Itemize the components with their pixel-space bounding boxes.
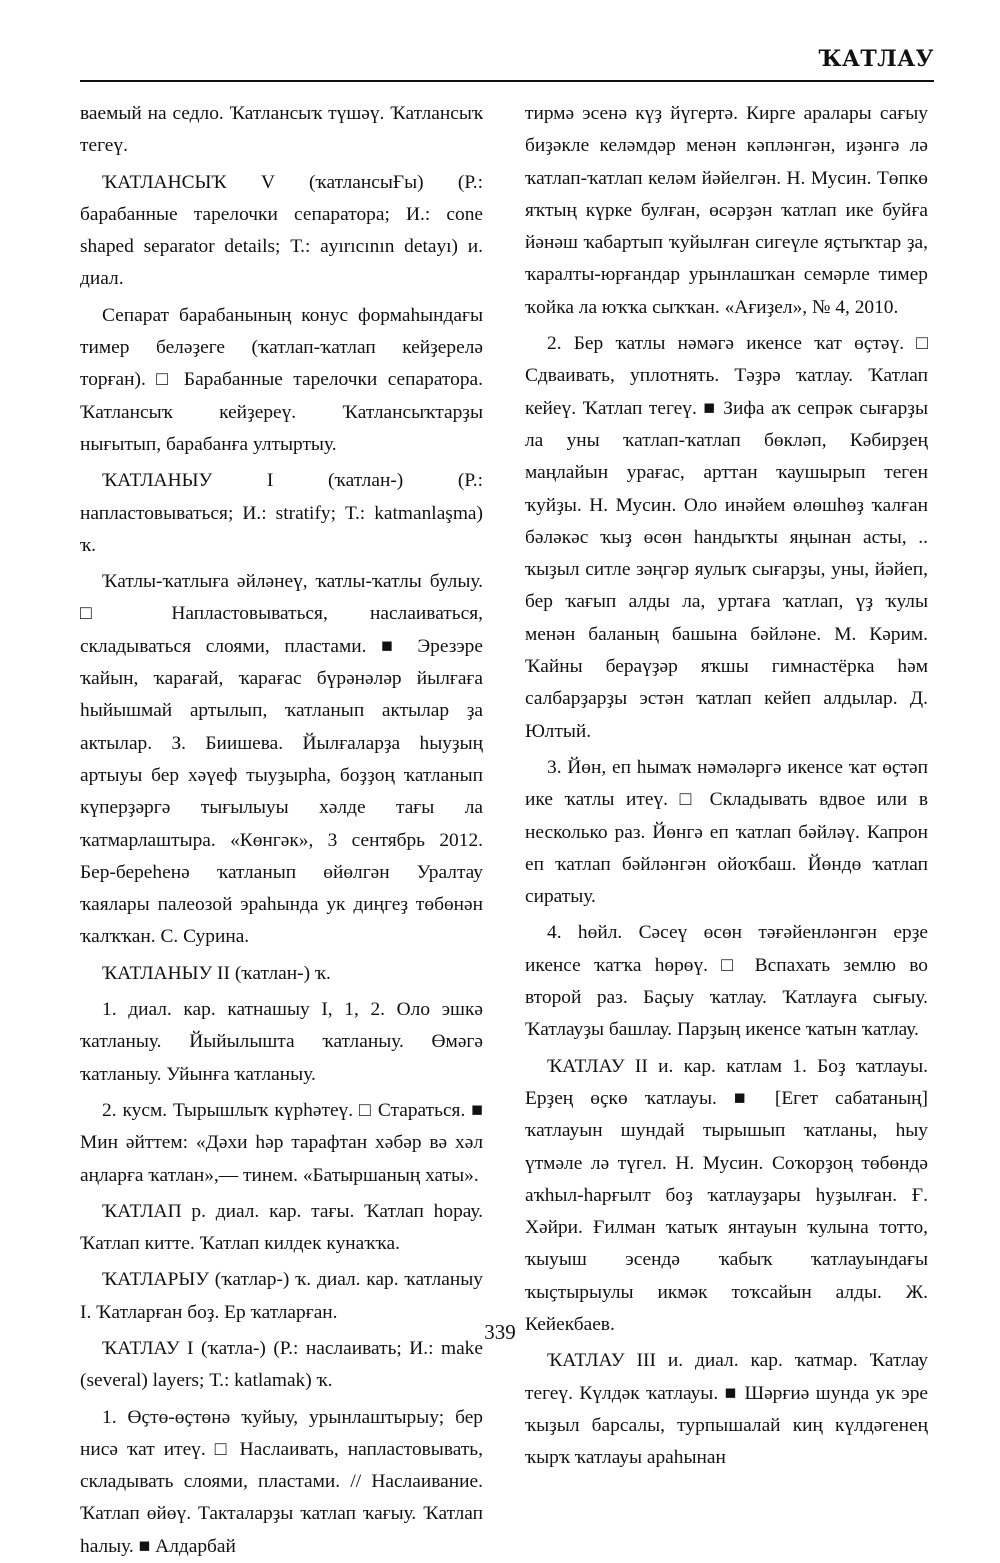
- entry-paragraph: ҠАТЛАНЫУ I (ҡатлан-) (Р.: напластовываться; И.: stratify; Т.: katmanlaşma) ҡ.: [80, 470, 483, 556]
- entry-paragraph: 2. Бер ҡатлы нәмәгә икенсе ҡат өҫтәү. □ Сдваивать, уплотнять. Тәҙрә ҡатлау. Ҡатлап кейеү. Ҡатлап тегеү. ■ Зифа аҡ сепрәк сығарҙы ла уны ҡатлап-ҡатлап бөкләп, Кәбирҙең маңлайын урағас, арттан ҡаушырып теген ҡуйҙы. Н. Мусин. Оло инәйем өлөшһөҙ ҡалған бәләкәс ҡыҙ өсөн һандыҡты яңынан асты, .. ҡыҙыл ситле зәңгәр яулыҡ сығарҙы, уны, йәйеп, бер ҡағып алды ла, уртаға ҡатлап, үҙ ҡулы менән баланың башына бәйләне. М. Кәрим. Ҡайны бераүҙәр яҡшы гимнастёрка һәм салбарҙарҙы эстән ҡатлап кейеп алдылар. Д. Юлтый.: [525, 333, 928, 742]
- entry-paragraph: 4. һөйл. Сәсеү өсөн тәғәйенләнгән ерҙе икенсе ҡатҡа һөрөү. □ Вспахать землю во второй раз. Баҫыу ҡатлау. Ҡатлауға сығыу. Ҡатлауҙы башлау. Парҙың икенсе ҡатын ҡатлау.: [525, 922, 928, 1041]
- entry-paragraph: ҠАТЛАРЫУ (ҡатлар-) ҡ. диал. кар. ҡатланыу I. Ҡатларған боҙ. Ер ҡатларған.: [80, 1269, 483, 1323]
- entry-paragraph: ҠАТЛАУ II и. кар. катлам 1. Боҙ ҡатлауы. Ерҙең өҫкө ҡатлауы. ■ [Егет сабатаның] ҡатлауын шундай тырышып ҡатланы, һыу үтмәле лә түгел. Н. Мусин. Соҡорҙоң төбөндә аҡһыл-һарғылт боҙ ҡатлауҙары һуҙылған. Ғ. Хәйри. Ғилман ҡатыҡ янтауын ҡулына тотто, ҡыуыш эсендә ҡабыҡ ҡатлауындағы ҡыҫтырыулы икмәк тоҡсайын алды. Ж. Кейекбаев.: [525, 1055, 928, 1335]
- page-number: 339: [484, 1320, 516, 1344]
- entry-paragraph: Ҡатлы-ҡатлыға әйләнеү, ҡатлы-ҡатлы булыу. □ Напластовываться, наслаиваться, складываться слоями, пластами. ■ Эрезэре ҡайын, ҡарағай, ҡарағас бүрәнәләр йылғаға һыйышмай артылып, ҡатланып актылар ҙа актылар. З. Биишева. Йылғаларҙа һыуҙың артыуы бер хәүеф тыуҙырһа, боҙҙоң ҡатланып күперҙәргә тығылыуы хәлде тағы ла ҡатмарлаштыра. «Көнгәк», 3 сентябрь 2012. Бер-береһенә ҡатланып өйөлгән Уралтау ҡаялары палеозой эраһында ук диңгеҙ төбөнән ҡалҡҡан. С. Сурина.: [80, 571, 483, 948]
- entry-paragraph: ваемый на седло. Ҡатлансыҡ түшәү. Ҡатлансыҡ тегеү.: [80, 103, 483, 157]
- running-head: ҠАТЛАУ: [818, 46, 934, 72]
- entry-paragraph: 3. Йөн, еп һымаҡ нәмәләргә икенсе ҡат өҫтәп ике ҡатлы итеү. □ Складывать вдвое или в несколько раз. Йөнгә еп ҡатлап бәйләү. Капрон еп ҡатлап бәйләнгән ойоҡбаш. Йөндө ҡатлап сиратыу.: [525, 756, 928, 908]
- entry-paragraph: Сепарат барабанының конус формаһындағы тимер беләҙеге (ҡатлап-ҡатлап кейҙерелә торған). □ Барабанные тарелочки сепаратора. Ҡатлансыҡ кейҙереү. Ҡатлансыҡтарҙы нығытып, барабанға ултыртыу.: [80, 304, 483, 455]
- entry-paragraph: ҠАТЛАНСЫҠ V (ҡатлансыҒы) (Р.: барабанные тарелочки сепаратора; И.: cone shaped separator details; Т.: ayırıcının detayı) и. диал.: [80, 171, 483, 290]
- entry-paragraph: 1. диал. кар. катнашыу I, 1, 2. Оло эшкә ҡатланыу. Йыйылышта ҡатланыу. Өмәгә ҡатланыу. Уйынға ҡатланыу.: [80, 999, 483, 1085]
- entry-paragraph: ҠАТЛАП р. диал. кар. тағы. Ҡатлап һорау. Ҡатлап китте. Ҡатлап килдек кунаҡҡа.: [80, 1200, 483, 1255]
- right-column: [525, 98, 928, 1474]
- entry-paragraph: тирмә эсенә күҙ йүгертә. Кирге аралары сағыу биҙәкле келәмдәр менән кәпләнгән, иҙәнгә лә ҡатлап-ҡатлап келәм йәйелгән. Н. Мусин. Төпкө яҡтың күрке булған, өсәрҙән ҡатлап ике буйға йәнәш ҡабартып ҡуйылған сигеүле яҫтыҡтар ҙа, ҡаралты-юрғандар урынлашҡан семәрле тимер ҡойка ла юҡҡа сыҡҡан. «Ағиҙел», № 4, 2010.: [525, 103, 928, 318]
- entry-paragraph: 2. кусм. Тырышлыҡ күрһәтеү. □ Стараться. ■ Мин әйттем: «Дәхи һәр тарафтан хәбәр вә хәл аңларға ҡатлан»,— тинем. «Батыршаның хаты».: [80, 1099, 483, 1186]
- entry-paragraph: ҠАТЛАУ I (ҡатла-) (Р.: наслаивать; И.: make (several) layers; Т.: katlamak) ҡ.: [80, 1337, 483, 1392]
- header-rule: [80, 80, 934, 82]
- entry-paragraph: 1. Өҫтө-өҫтөнә ҡуйыу, урынлаштырыу; бер нисә ҡат итеү. □ Наслаивать, напластовывать, складывать слоями, пластами. // Наслаивание. Ҡатлап өйөү. Такталарҙы ҡатлап ҡағыу. Ҡатлап һалыу. ■ Алдарбай: [80, 1406, 483, 1557]
- entry-paragraph: ҠАТЛАНЫУ II (ҡатлан-) ҡ.: [102, 962, 331, 984]
- entry-paragraph: ҠАТЛАУ III и. диал. кар. ҡатмар. Ҡатлау тегеү. Күлдәк ҡатлауы. ■ Шәрғиә шунда ук эре ҡыҙыл барсалы, турпышалай киң күлдәгенең ҡырҡ ҡатлауы араһынан: [525, 1350, 928, 1469]
